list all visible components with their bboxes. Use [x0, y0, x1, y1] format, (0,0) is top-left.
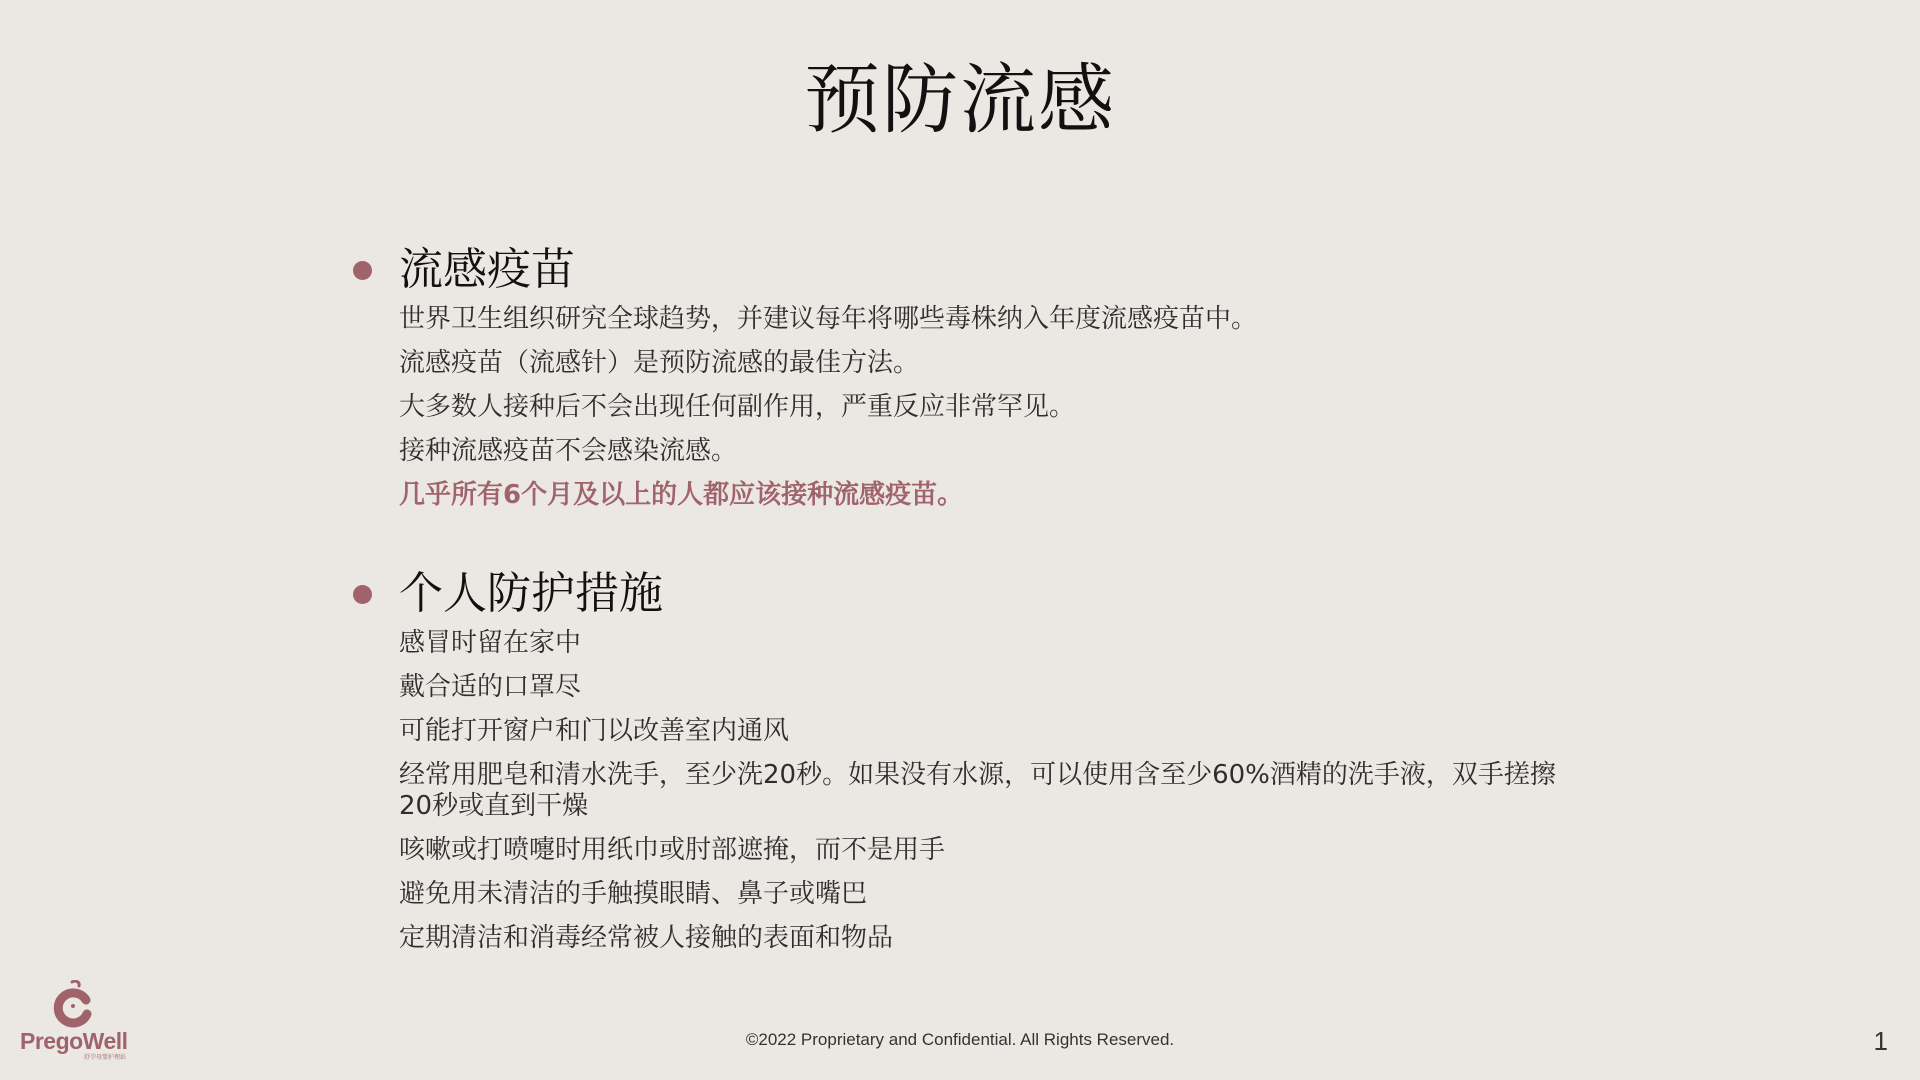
section-personal-protection — [350, 562, 1570, 965]
list-item: 经常用肥皂和清水洗手，至少洗20秒。如果没有水源，可以使用含至少60%酒精的洗手液，双手搓擦20秒或直到干燥 — [399, 760, 1556, 821]
list-item: 流感疫苗（流感针）是预防流感的最佳方法。 — [399, 348, 920, 378]
section-heading: 个人防护措施 — [399, 568, 663, 619]
section-header — [350, 238, 1570, 302]
list-item: 咳嗽或打喷嚏时用纸巾或肘部遮掩，而不是用手 — [399, 835, 946, 865]
page-number: 1 — [1873, 1026, 1888, 1056]
logo-subtext: 舒孕母婴护理站 — [84, 1054, 127, 1061]
logo-wordmark: PregoWell — [20, 1028, 128, 1054]
list-item: 感冒时留在家中 — [399, 628, 582, 658]
list-item: 戴合适的口罩尽 — [399, 672, 582, 702]
section-header — [350, 562, 1570, 626]
footer-copyright: ©2022 Proprietary and Confidential. All Rights Reserved. — [745, 1030, 1175, 1049]
slide-title: 预防流感 — [804, 55, 1116, 144]
list-item: 避免用未清洁的手触摸眼睛、鼻子或嘴巴 — [399, 879, 868, 909]
list-item: 世界卫生组织研究全球趋势，并建议每年将哪些毒株纳入年度流感疫苗中。 — [399, 304, 1258, 334]
list-item: 接种流感疫苗不会感染流感。 — [399, 436, 738, 466]
slide-content — [350, 238, 1570, 1005]
section-heading: 流感疫苗 — [399, 244, 575, 295]
bullet-icon — [353, 261, 372, 280]
logo-mark-icon — [52, 980, 96, 1030]
emphasis-item: 几乎所有6个月及以上的人都应该接种流感疫苗。 — [399, 480, 964, 510]
list-item: 定期清洁和消毒经常被人接触的表面和物品 — [399, 923, 894, 953]
list-item: 可能打开窗户和门以改善室内通风 — [399, 716, 790, 746]
list-item: 大多数人接种后不会出现任何副作用，严重反应非常罕见。 — [399, 392, 1076, 422]
section-flu-vaccine — [350, 238, 1570, 522]
section-items — [399, 302, 1570, 522]
section-items — [399, 626, 1570, 965]
bullet-icon — [353, 585, 372, 604]
